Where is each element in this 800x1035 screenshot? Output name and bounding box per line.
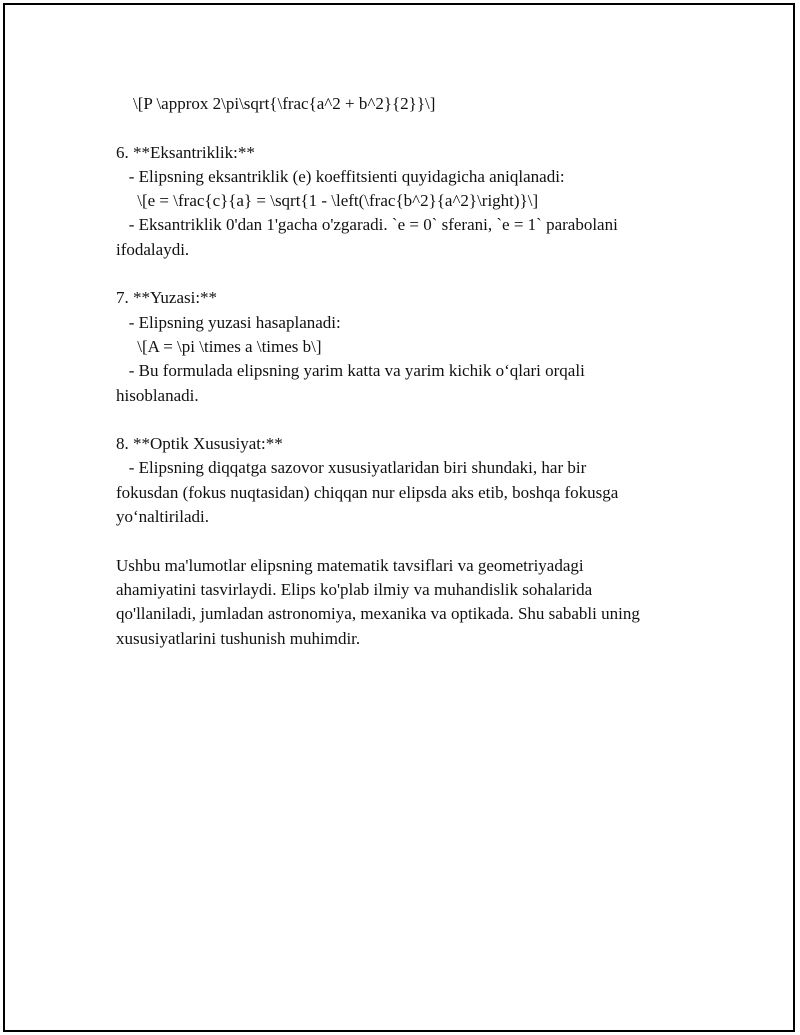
formula-eccentricity: \[e = \frac{c}{a} = \sqrt{1 - \left(\frac{b^2}{a^2}\right)}\]	[116, 191, 539, 211]
closing-paragraph-line: ahamiyatini tasvirlaydi. Elips ko'plab ilmiy va muhandislik sohalarida	[116, 579, 593, 599]
closing-paragraph-line: xususiyatlarini tushunish muhimdir.	[116, 628, 361, 648]
list-item-continuation: hisoblanadi.	[116, 385, 199, 405]
blank-line	[116, 529, 696, 553]
section-heading-optical: 8. **Optik Xususiyat:**	[116, 434, 283, 454]
formula-perimeter: \[P \approx 2\pi\sqrt{\frac{a^2 + b^2}{2}}\]	[116, 94, 436, 113]
list-item-continuation: yo‘naltiriladi.	[116, 507, 210, 527]
section-heading-eccentricity: 6. **Eksantriklik:**	[116, 142, 255, 162]
document-body	[116, 92, 696, 651]
list-item-continuation: ifodalaydi.	[116, 239, 190, 259]
closing-paragraph-line: Ushbu ma'lumotlar elipsning matematik tavsiflari va geometriyadagi	[116, 555, 584, 575]
list-item: - Elipsning eksantriklik (e) koeffitsienti quyidagicha aniqlanadi:	[116, 166, 565, 186]
blank-line	[116, 408, 696, 432]
list-item-continuation: fokusdan (fokus nuqtasidan) chiqqan nur elipsda aks etib, boshqa fokusga	[116, 482, 619, 502]
formula-area: \[A = \pi \times a \times b\]	[116, 336, 322, 356]
blank-line	[116, 262, 696, 286]
list-item: - Eksantriklik 0'dan 1'gacha o'zgaradi. `e = 0` sferani, `e = 1` parabolani	[116, 215, 618, 235]
closing-paragraph-line: qo'llaniladi, jumladan astronomiya, mexanika va optikada. Shu sababli uning	[116, 604, 640, 624]
blank-line	[116, 116, 696, 140]
list-item: - Elipsning diqqatga sazovor xususiyatlaridan biri shundaki, har bir	[116, 458, 587, 478]
section-heading-area: 7. **Yuzasi:**	[116, 288, 218, 308]
list-item: - Bu formulada elipsning yarim katta va yarim kichik o‘qlari orqali	[116, 361, 585, 381]
list-item: - Elipsning yuzasi hasaplanadi:	[116, 312, 341, 332]
